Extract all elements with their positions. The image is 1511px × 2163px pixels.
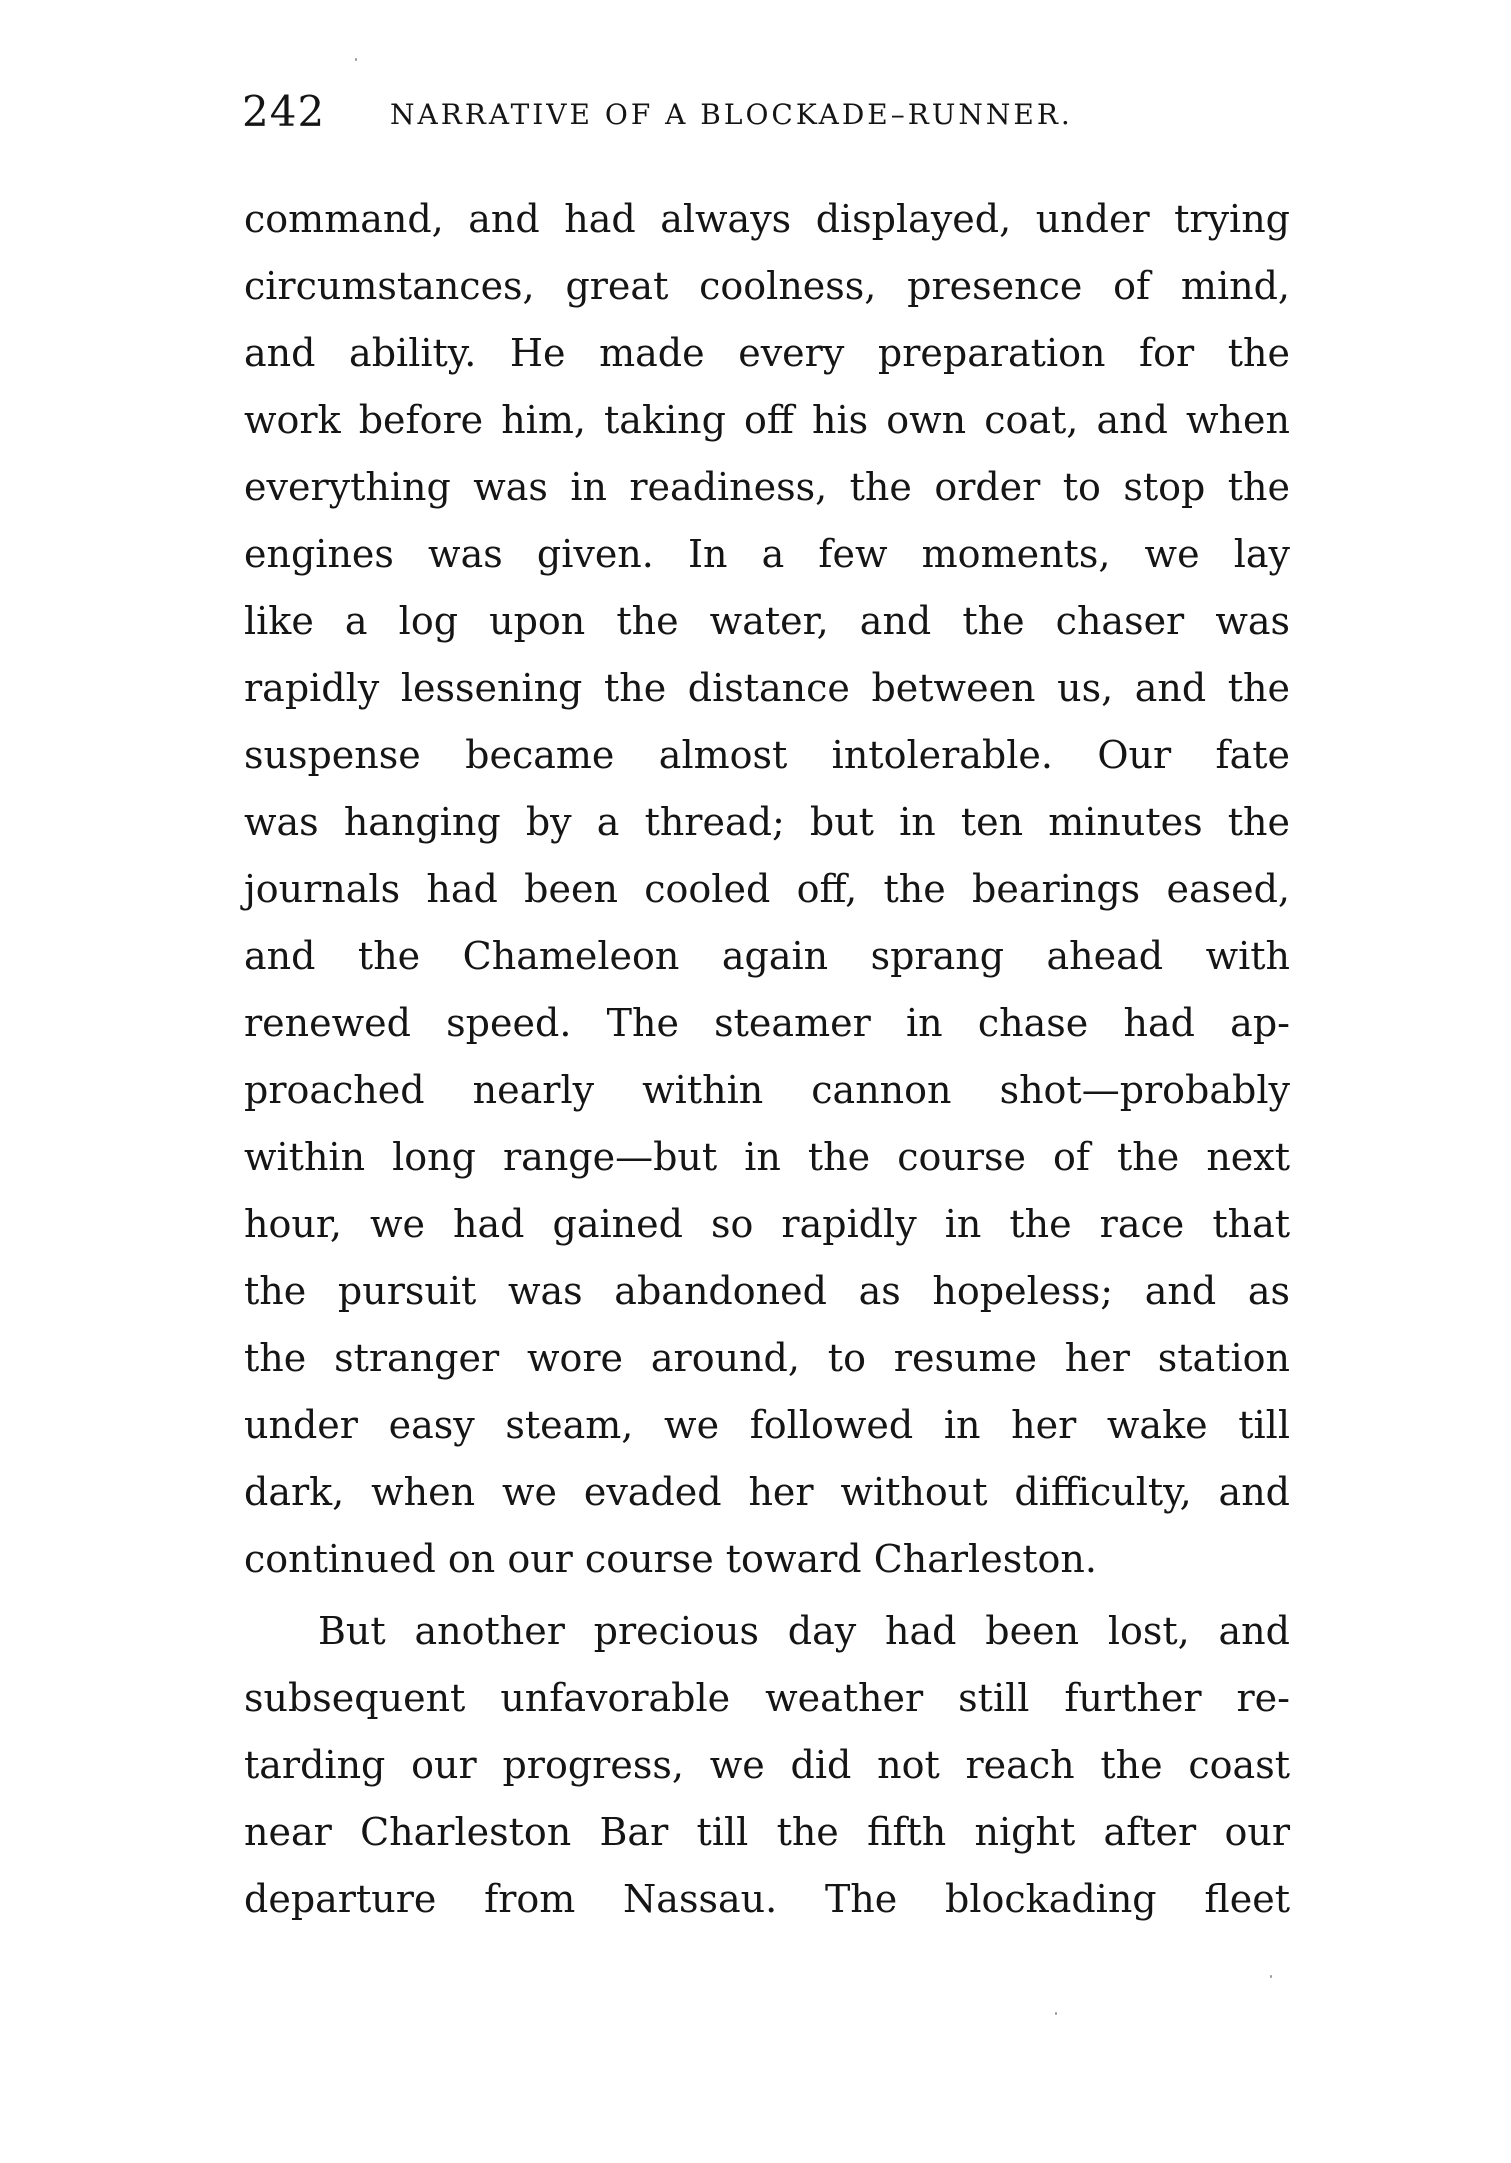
text-line: renewed speed. The steamer in chase had ap- bbox=[244, 1001, 1290, 1045]
text-line: within long range—but in the course of the next bbox=[244, 1135, 1290, 1179]
text-line: work before him, taking off his own coat, and when bbox=[244, 398, 1290, 442]
text-line: dark, when we evaded her without difficulty, and bbox=[244, 1470, 1290, 1514]
text-line: and ability. He made every preparation for the bbox=[244, 331, 1290, 375]
text-line: and the Chameleon again sprang ahead with bbox=[244, 934, 1290, 978]
text-line: journals had been cooled off, the bearings eased, bbox=[244, 867, 1290, 911]
running-title: NARRATIVE OF A BLOCKADE–RUNNER. bbox=[390, 98, 1073, 131]
text-line: the stranger wore around, to resume her station bbox=[244, 1336, 1290, 1380]
text-line: subsequent unfavorable weather still further re- bbox=[244, 1676, 1290, 1720]
text-line: tarding our progress, we did not reach the coast bbox=[244, 1743, 1290, 1787]
text-line: suspense became almost intolerable. Our fate bbox=[244, 733, 1290, 777]
text-line: was hanging by a thread; but in ten minutes the bbox=[244, 800, 1290, 844]
text-line: hour, we had gained so rapidly in the race that bbox=[244, 1202, 1290, 1246]
text-line: near Charleston Bar till the fifth night after our bbox=[244, 1810, 1290, 1854]
text-line: circumstances, great coolness, presence of mind, bbox=[244, 264, 1290, 308]
text-line: departure from Nassau. The blockading fleet bbox=[244, 1877, 1290, 1921]
text-line: proached nearly within cannon shot—probably bbox=[244, 1068, 1290, 1112]
body-text bbox=[244, 192, 1290, 2012]
text-line: the pursuit was abandoned as hopeless; and as bbox=[244, 1269, 1290, 1313]
text-line: But another precious day had been lost, and bbox=[318, 1609, 1290, 1653]
text-line: everything was in readiness, the order to stop the bbox=[244, 465, 1290, 509]
text-line: like a log upon the water, and the chaser was bbox=[244, 599, 1290, 643]
page-number: 242 bbox=[242, 87, 326, 136]
text-line: under easy steam, we followed in her wake till bbox=[244, 1403, 1290, 1447]
text-line: engines was given. In a few moments, we lay bbox=[244, 532, 1290, 576]
text-line: continued on our course toward Charleston. bbox=[244, 1537, 1097, 1581]
text-line: command, and had always displayed, under trying bbox=[244, 197, 1290, 241]
scan-speck bbox=[1055, 2012, 1057, 2015]
scan-speck bbox=[1270, 1975, 1272, 1978]
text-line: rapidly lessening the distance between us, and the bbox=[244, 666, 1290, 710]
running-head bbox=[242, 88, 1292, 148]
scan-speck bbox=[355, 58, 357, 61]
